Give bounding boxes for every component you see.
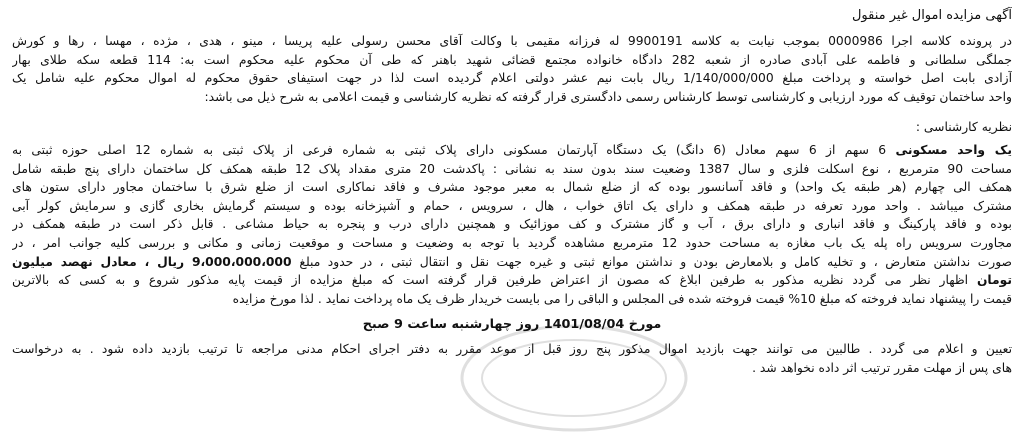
intro-line: آزادی بابت اصل خواسته و پرداخت مبلغ 1/140/000/000 ریال بابت نیم عشر دولتی اعلام گردیده است لذا در جهت استیفای حقوق محکوم له اموال محکوم علیه شامل یک: [12, 71, 1012, 86]
closing-line: های پس از مهلت مقرر ترتیب اثر داده نخواهد شد .: [752, 360, 1012, 375]
intro-paragraph: [12, 32, 1012, 106]
expert-line: [12, 141, 1012, 160]
intro-line: جملگی سلطانی و فاطمه علی آبادی صادره از شعبه 282 دادگاه خانواده مجتمع قضائی شهید باهنر که طی آن محکوم علیه محکوم است به: 114 قطعه سکه طلای بهار: [12, 52, 1012, 67]
expert-text: اظهار نظر می گردد نظریه مذکور به طرفین ابلاغ که مصون از اعتراض طرفین قرار گرفته است که مبلغ مزایده از قیمت پایه مذکور شروع و به کسی که بالاترین: [12, 273, 977, 288]
expert-line: [12, 271, 1012, 290]
expert-line: قیمت را پیشنهاد نماید فروخته که مبلغ 10% قیمت فروخته شده فی المجلس و الباقی را می بایست خریدار ظرف یک ماه پرداخت نماید . لذا مورخ مزایده: [232, 291, 1012, 306]
closing-paragraph: [12, 340, 1012, 377]
closing-line: تعیین و اعلام می گردد . طالبین می توانند جهت بازدید اموال مذکور پنج روز قبل از موعد مقرر به دفتر اجرای احکام مدنی مراجعه تا ترتیب بازدید داده شود . به درخواست: [12, 341, 1012, 356]
auction-date: مورخ 1401/08/04 روز چهارشنبه ساعت 9 صبح: [362, 317, 662, 333]
intro-line: در پرونده کلاسه اجرا 0000986 بموجب نیابت به کلاسه 9900191 له فرزانه مقیمی با وکالت آقای محسن رسولی علیه پریسا ، مینو ، هدی ، مژده ، مهسا ، رها و کورش: [12, 34, 1012, 48]
expert-line: همکف الی چهارم (هر طبقه یک واحد) و فاقد آسانسور بوده که از ضلع شمال به معبر موجود مشرف و فاقد نماکاری است از ضلع شرق با ساختمان مجاور دارای ستون های: [12, 180, 1012, 195]
watermark-stamp: [454, 318, 694, 438]
expert-line: [12, 253, 1012, 272]
expert-paragraph: [12, 141, 1012, 308]
price-unit: تومان: [976, 273, 1012, 288]
expert-line: بوده و فاقد پارکینگ و فاقد انباری و دارای برق ، آب و گاز مشترک و کف موزائیک و همچنین دارای درب و پنجره به حیاط مشاعی . قابل ذکر است در طبقه همکف در: [12, 217, 1012, 232]
expert-text: 6 سهم از 6 سهم معادل (6 دانگ) یک دستگاه آپارتمان مسکونی دارای پلاک ثبتی به شماره فرعی از پلاک ثبتی به شماره 12 اصلی حوزه ثبتی به: [12, 142, 896, 157]
unit-type-label: یک واحد مسکونی: [895, 142, 1012, 157]
expert-text: صورت نداشتن متعارض ، و تخلیه کامل و بلامعارض بودن و نداشتن موانع ثبتی و غیره جهت نقل و انتقال ثبتی ، در حدود مبلغ: [299, 254, 1012, 269]
expert-line: مشترک میباشد . واحد مورد تعرفه در طبقه همکف و دارای یک اتاق خواب ، هال ، سرویس ، حمام و آشپزخانه بوده و سیستم گرمایش بخاری گازی و سرمایش کولر آبی: [12, 198, 1012, 213]
expert-line: مساحت 90 مترمربع ، نوع اسکلت فلزی و سال 1387 وضعیت سند بدون سند به نشانی : پاکدشت 20 متری مقداد پلاک 12 طبقه همکف کل ساختمان دارای پنج طبقه شامل: [12, 161, 1012, 176]
notice-title: آگهی مزایده اموال غیر منقول: [851, 8, 1012, 23]
expert-line: مجاورت سرویس راه پله یک باب مغازه به مساحت حدود 12 مترمربع مشاهده گردید با توجه به وضعیت و مساحت و موقعیت زمانی و مکانی و بررسی کلیه جوانب امر ، در: [12, 235, 1012, 250]
appraised-price: 9،000،000،000 ریال ، معادل نهصد میلیون: [12, 254, 300, 269]
intro-line: واحد ساختمان توقیف که مورد ارزیابی و کارشناسی توسط کارشناس رسمی دادگستری قرار گرفته که نظریه کارشناسی و قیمت اعلامی به شرح ذیل می باشد:: [204, 89, 1012, 104]
expert-heading: نظریه کارشناسی :: [915, 120, 1012, 135]
